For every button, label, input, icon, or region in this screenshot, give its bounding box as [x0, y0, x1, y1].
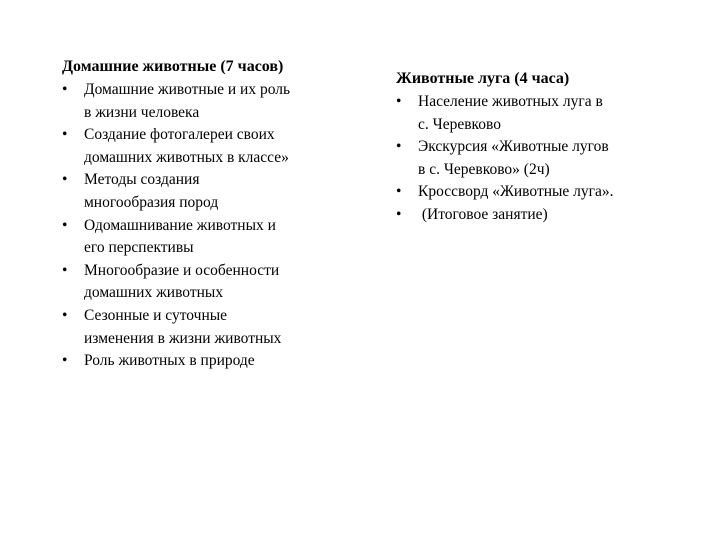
list-item-line: изменения в жизни животных — [84, 329, 282, 347]
list-item — [396, 136, 696, 181]
list-item — [62, 169, 352, 214]
list-item-line: Кроссворд «Животные луга». — [418, 183, 614, 201]
list-item — [62, 305, 352, 350]
list-item-line: домашних животных в классе» — [84, 148, 289, 166]
left-bullet-list — [62, 79, 352, 373]
bullet-icon: • — [62, 81, 68, 98]
list-item — [62, 215, 352, 260]
right-bullet-list — [396, 91, 696, 227]
bullet-icon: • — [62, 306, 68, 324]
list-item-line: Роль животных в природе — [84, 352, 255, 370]
bullet-icon: • — [396, 93, 402, 110]
list-item-line: Многообразие и особенности — [84, 261, 280, 279]
bullet-icon: • — [62, 171, 68, 189]
bullet-icon: • — [62, 216, 68, 234]
list-item — [396, 204, 696, 227]
list-item-line: Одомашнивание животных и — [84, 216, 276, 234]
bullet-icon: • — [396, 138, 402, 156]
bullet-icon: • — [62, 126, 68, 144]
list-item-line: многообразия пород — [84, 193, 219, 211]
list-item — [396, 181, 696, 204]
list-item — [396, 91, 696, 136]
right-column-heading: Животные луга (4 часа) — [396, 70, 570, 87]
list-item — [62, 79, 352, 124]
list-item-line: Население животных луга в — [418, 93, 603, 110]
list-item-line: Методы создания — [84, 171, 200, 189]
list-item-line: Домашние животные и их роль — [84, 81, 291, 98]
list-item — [62, 124, 352, 169]
list-item — [62, 350, 352, 373]
list-item-line: его перспективы — [84, 239, 194, 257]
list-item-line: Сезонные и суточные — [84, 306, 228, 324]
list-item-line: с. Черевково — [418, 115, 501, 133]
list-item-line: Экскурсия «Животные лугов — [418, 138, 609, 156]
list-item-line: (Итоговое занятие) — [418, 205, 548, 223]
bullet-icon: • — [396, 205, 402, 223]
bullet-icon: • — [396, 183, 402, 201]
left-column — [62, 55, 352, 373]
bullet-icon: • — [62, 261, 68, 279]
right-column — [396, 67, 696, 227]
list-item — [62, 260, 352, 305]
list-item-line: в с. Черевково» (2ч) — [418, 160, 550, 178]
bullet-icon: • — [62, 352, 68, 370]
left-column-heading: Домашние животные (7 часов) — [62, 58, 284, 75]
list-item-line: домашних животных — [84, 284, 224, 302]
list-item-line: Создание фотогалереи своих — [84, 126, 275, 144]
list-item-line: в жизни человека — [84, 103, 200, 121]
